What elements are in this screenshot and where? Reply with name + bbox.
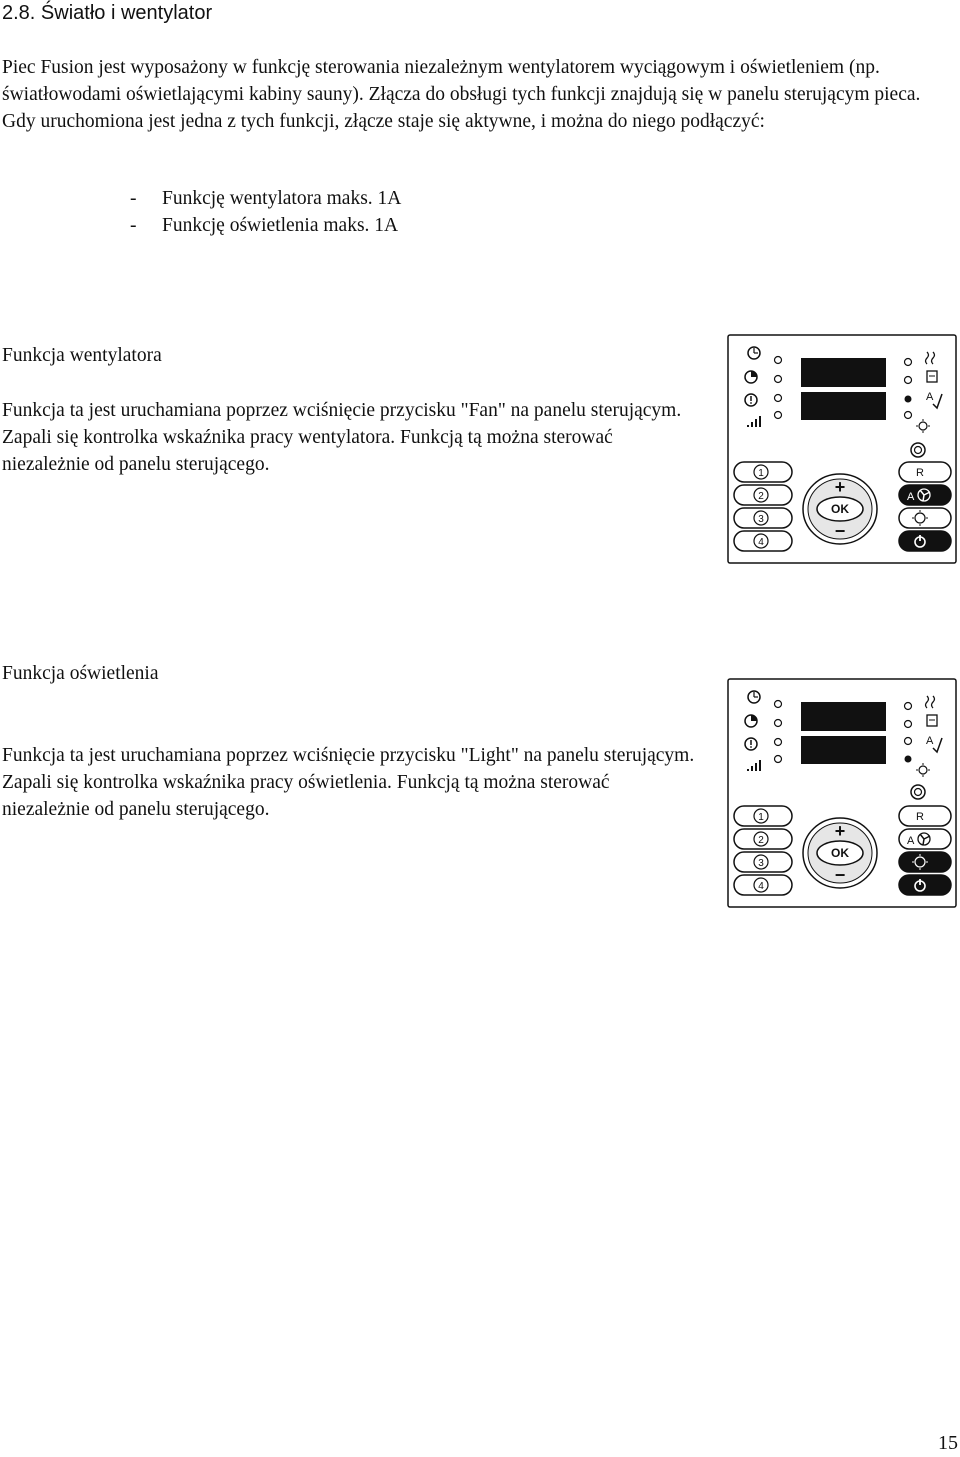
section-heading: 2.8. Światło i wentylator [2,2,213,24]
control-panel-fan [727,334,957,564]
display-top [801,702,886,731]
reset-button[interactable] [899,462,951,482]
fan-indicator-led [905,396,912,403]
control-dial[interactable] [803,474,877,544]
fan-button[interactable] [899,829,951,849]
svg-text:A: A [907,491,915,503]
connector-list [130,185,401,239]
svg-text:2: 2 [758,491,764,502]
svg-text:1: 1 [758,468,764,479]
plus-button: + [834,821,846,841]
ok-button: OK [831,502,849,516]
svg-text:3: 3 [758,858,764,869]
power-button[interactable] [899,531,951,551]
reset-button[interactable] [899,806,951,826]
light-indicator-led [905,756,912,763]
display-bottom [801,736,886,764]
ok-button: OK [831,846,849,860]
preset-button-3[interactable] [734,508,792,528]
fan-section-text: Funkcja ta jest uruchamiana poprzez wciśnięcie przycisku "Fan" na panelu sterującym. Zapali się kontrolka wskaźnika pracy wentylatora. Funkcją tą można sterować niezależnie od panelu sterującego. [2,400,682,475]
preset-button-2[interactable] [734,485,792,505]
minus-button: − [834,521,846,541]
plus-button: + [834,477,846,497]
list-item: - Funkcję wentylatora maks. 1A [130,188,402,209]
display-top [801,358,886,387]
intro-paragraph: Piec Fusion jest wyposażony w funkcję sterowania niezależnym wentylatorem wyciągowym i oświetleniem (np. światłowodami oświetlającymi kabiny sauny). Złącza do obsługi tych funkcji znajdują się w panelu sterującym pieca. Gdy uruchomiona jest jedna z tych funkcji, złącze staje się aktywne, i można do niego podłączyć: [2,57,921,132]
fan-section-title: Funkcja wentylatora [2,345,162,366]
svg-text:4: 4 [758,537,764,548]
preset-button-1[interactable] [734,462,792,482]
light-section-text: Funkcja ta jest uruchamiana poprzez wciśnięcie przycisku "Light" na panelu sterującym. Zapali się kontrolka wskaźnika pracy oświetlenia. Funkcją tą można sterować niezależnie od panelu sterującego. [2,745,695,820]
preset-button-3[interactable] [734,852,792,872]
preset-button-1[interactable] [734,806,792,826]
display-bottom [801,392,886,420]
list-item: - Funkcję oświetlenia maks. 1A [130,215,399,236]
light-button[interactable] [899,508,951,528]
power-button[interactable] [899,875,951,895]
minus-button: − [834,865,846,885]
svg-text:R: R [916,467,924,479]
page-number: 15 [938,1432,958,1454]
control-panel-light [727,678,957,908]
svg-text:A: A [926,391,934,403]
light-button[interactable] [899,852,951,872]
control-dial[interactable] [803,818,877,888]
fan-button[interactable] [899,485,951,505]
svg-text:1: 1 [758,812,764,823]
svg-text:4: 4 [758,881,764,892]
svg-text:A: A [907,835,915,847]
svg-text:A: A [926,735,934,747]
preset-button-4[interactable] [734,531,792,551]
svg-text:3: 3 [758,514,764,525]
svg-text:2: 2 [758,835,764,846]
light-section-title: Funkcja oświetlenia [2,663,159,684]
preset-button-2[interactable] [734,829,792,849]
svg-text:R: R [916,811,924,823]
preset-button-4[interactable] [734,875,792,895]
